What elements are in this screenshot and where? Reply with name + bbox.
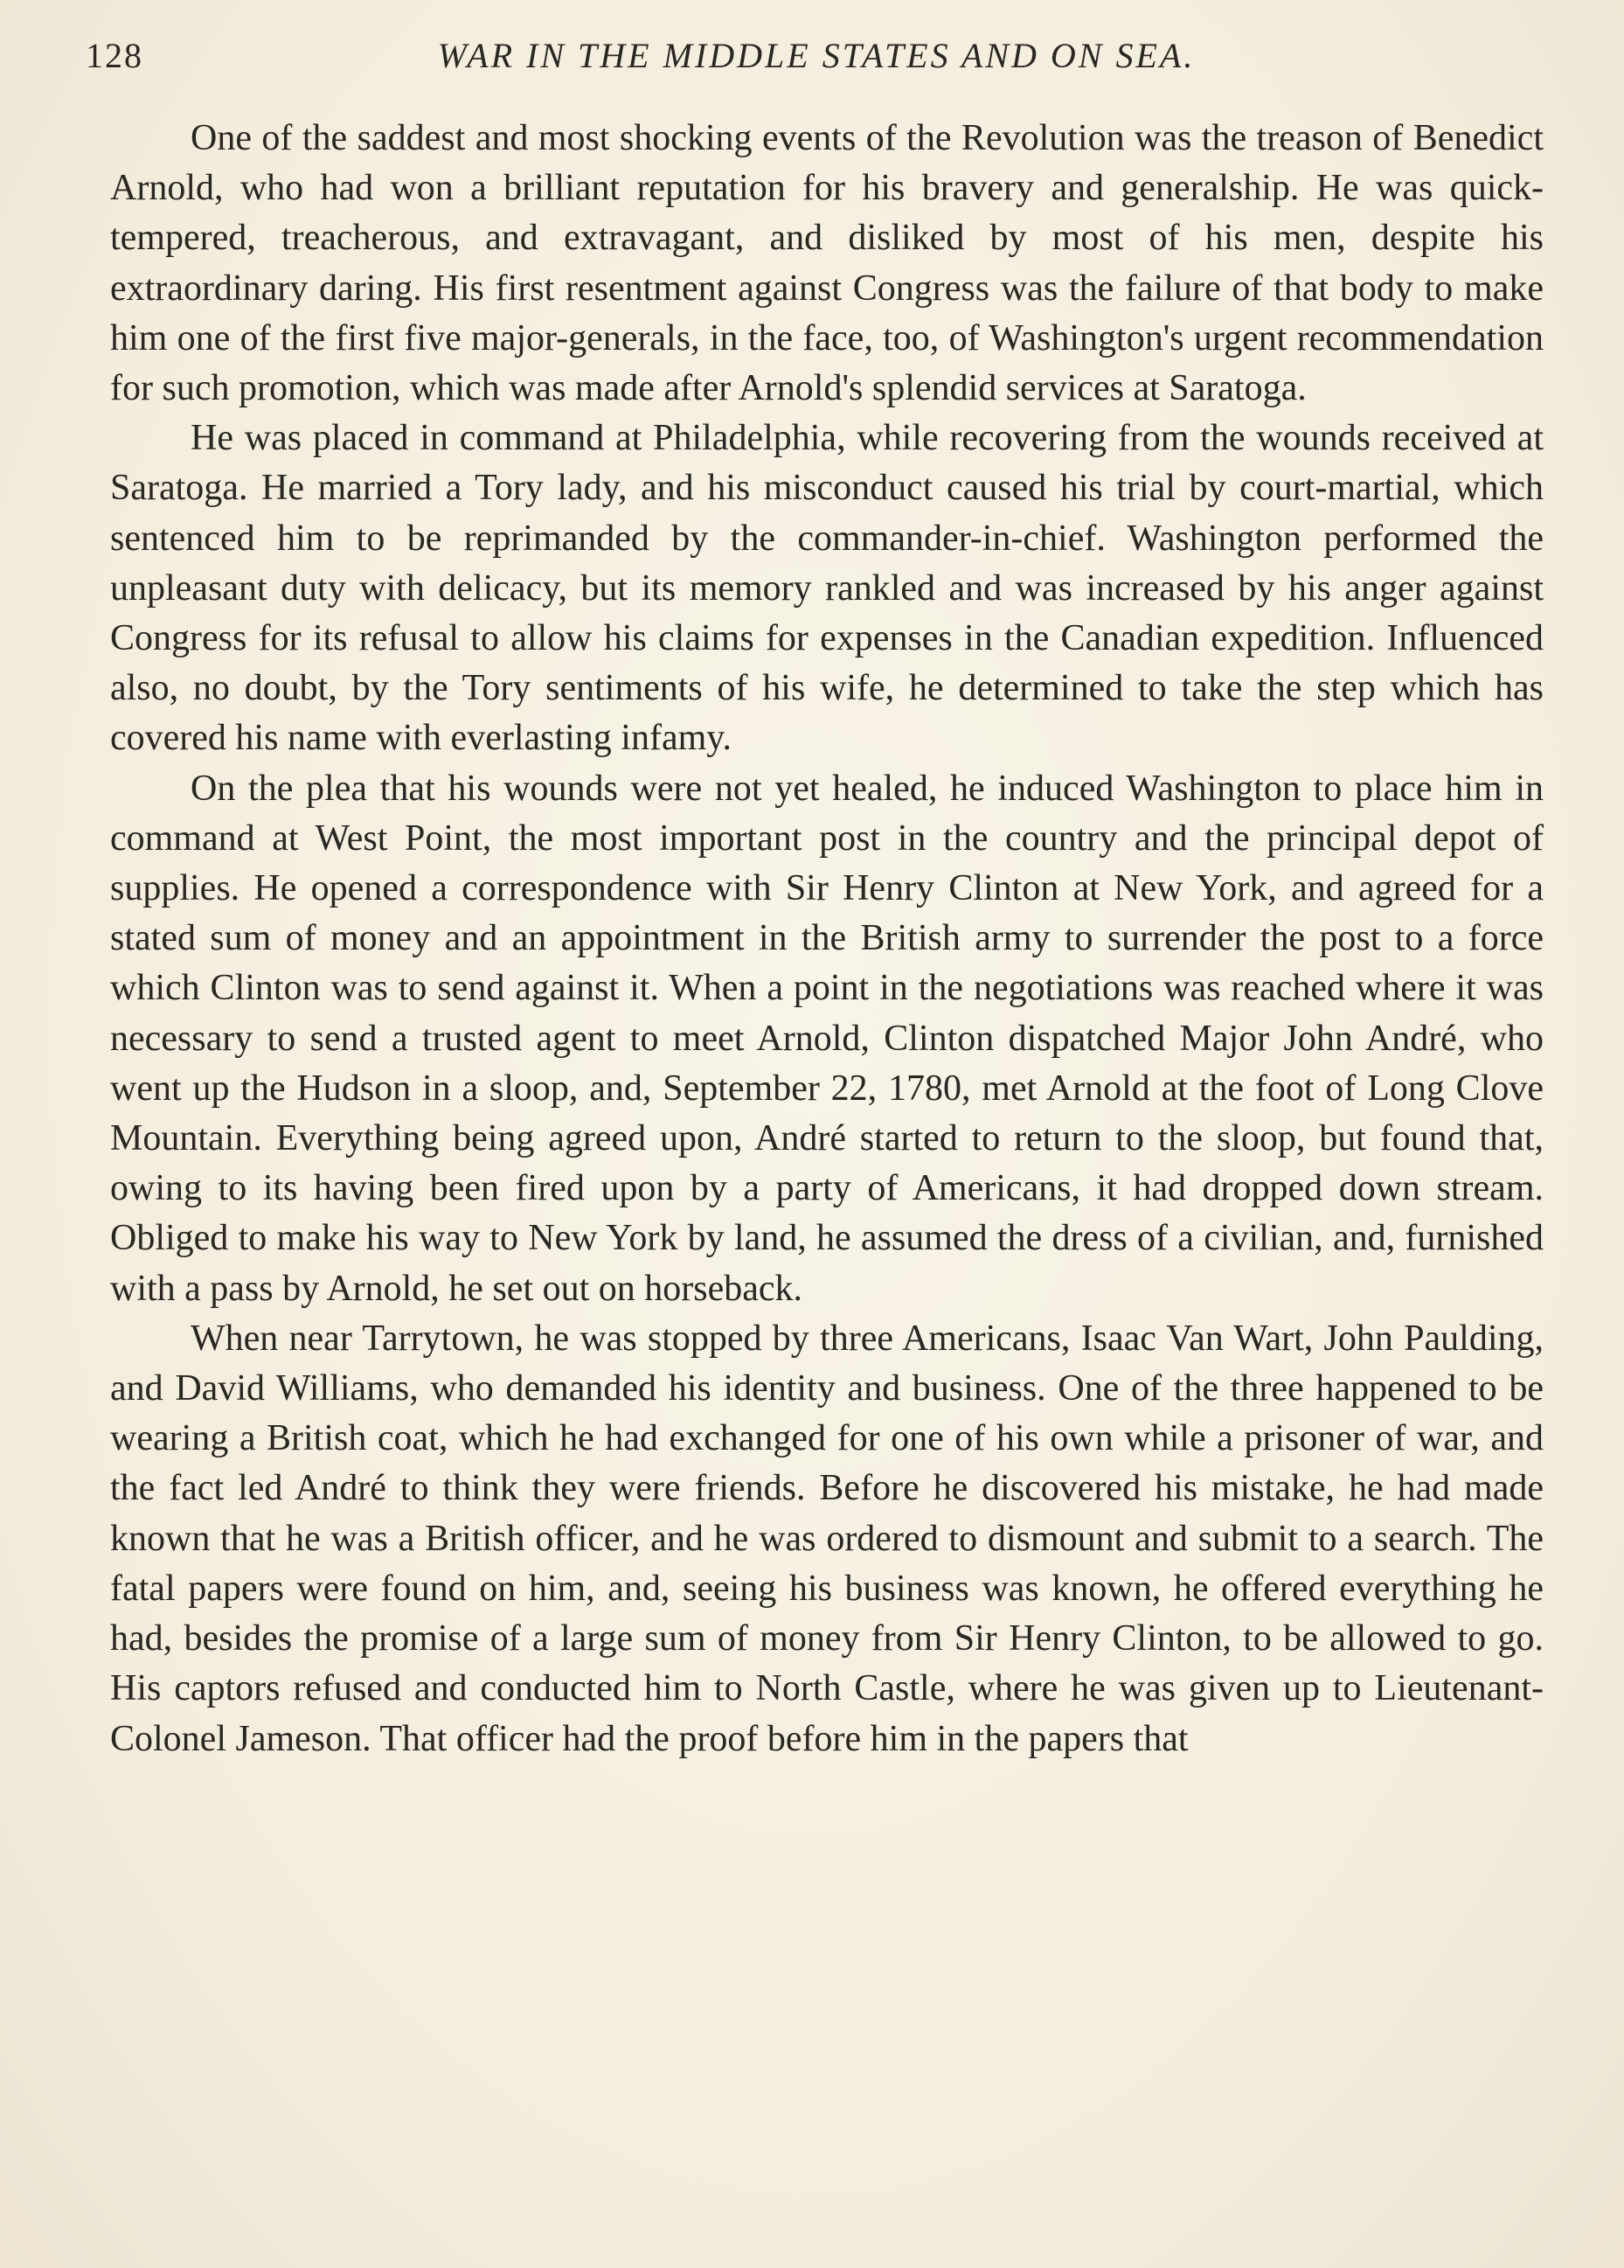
running-title: WAR IN THE MIDDLE STATES AND ON SEA. (437, 36, 1196, 75)
paragraph-arnold-reputation: One of the saddest and most shocking events of the Revolution was the treason of Benedict Arnold, who had won a brilliant reputation for his bravery and generalship. He was quick-tempered, treacherous, and extravagant, and disliked by most of his men, despite his extraordinary daring. His first resentment against Congress was the failure of that body to make him one of the first five major-generals, in the face, too, of Washington's urgent recommendation for such promotion, which was made after Arnold's splendid services at Saratoga. (110, 118, 1544, 409)
paragraph-west-point-plot: On the plea that his wounds were not yet healed, he induced Washington to place him in command at West Point, the most important post in the country and the principal depot of supplies. He opened a correspondence with Sir Henry Clinton at New York, and agreed for a stated sum of money and an appointment in the British army to surrender the post to a force which Clinton was to send against it. When a point in the negotiations was reached where it was necessary to send a trusted agent to meet Arnold, Clinton dispatched Major John André, who went up the Hudson in a sloop, and, September 22, 1780, met Arnold at the foot of Long Clove Mountain. Everything being agreed upon, André started to return to the sloop, but found that, owing to its having been fired upon by a party of Americans, it had dropped down stream. Obliged to make his way to New York by land, he assumed the dress of a civilian, and, furnished with a pass by Arnold, he set out on horseback. (110, 768, 1544, 1309)
paragraph-philadelphia-command: He was placed in command at Philadelphia, while recovering from the wounds received at Saratoga. He married a Tory lady, and his misconduct caused his trial by court-martial, which sentenced him to be reprimanded by the commander-in-chief. Washington performed the unpleasant duty with delicacy, but its memory rankled and was increased by his anger against Congress for its refusal to allow his claims for expenses in the Canadian expedition. Influenced also, no doubt, by the Tory sentiments of his wife, he determined to take the step which has covered his name with everlasting infamy. (110, 418, 1544, 759)
paragraph-andre-capture: When near Tarrytown, he was stopped by three Americans, Isaac Van Wart, John Paulding, and David Williams, who demanded his identity and business. One of the three happened to be wearing a British coat, which he had exchanged for one of his own while a prisoner of war, and the fact led André to think they were friends. Before he discovered his mistake, he had made known that he was a British officer, and he was ordered to dismount and submit to a search. The fatal papers were found on him, and, seeing his business was known, he offered everything he had, besides the promise of a large sum of money from Sir Henry Clinton, to be allowed to go. His captors refused and conducted him to North Castle, where he was given up to Lieutenant-Colonel Jameson. That officer had the proof before him in the papers that (110, 1318, 1544, 1759)
body-text (110, 114, 1544, 1764)
page-number: 128 (86, 36, 143, 75)
page-header (86, 35, 1547, 87)
